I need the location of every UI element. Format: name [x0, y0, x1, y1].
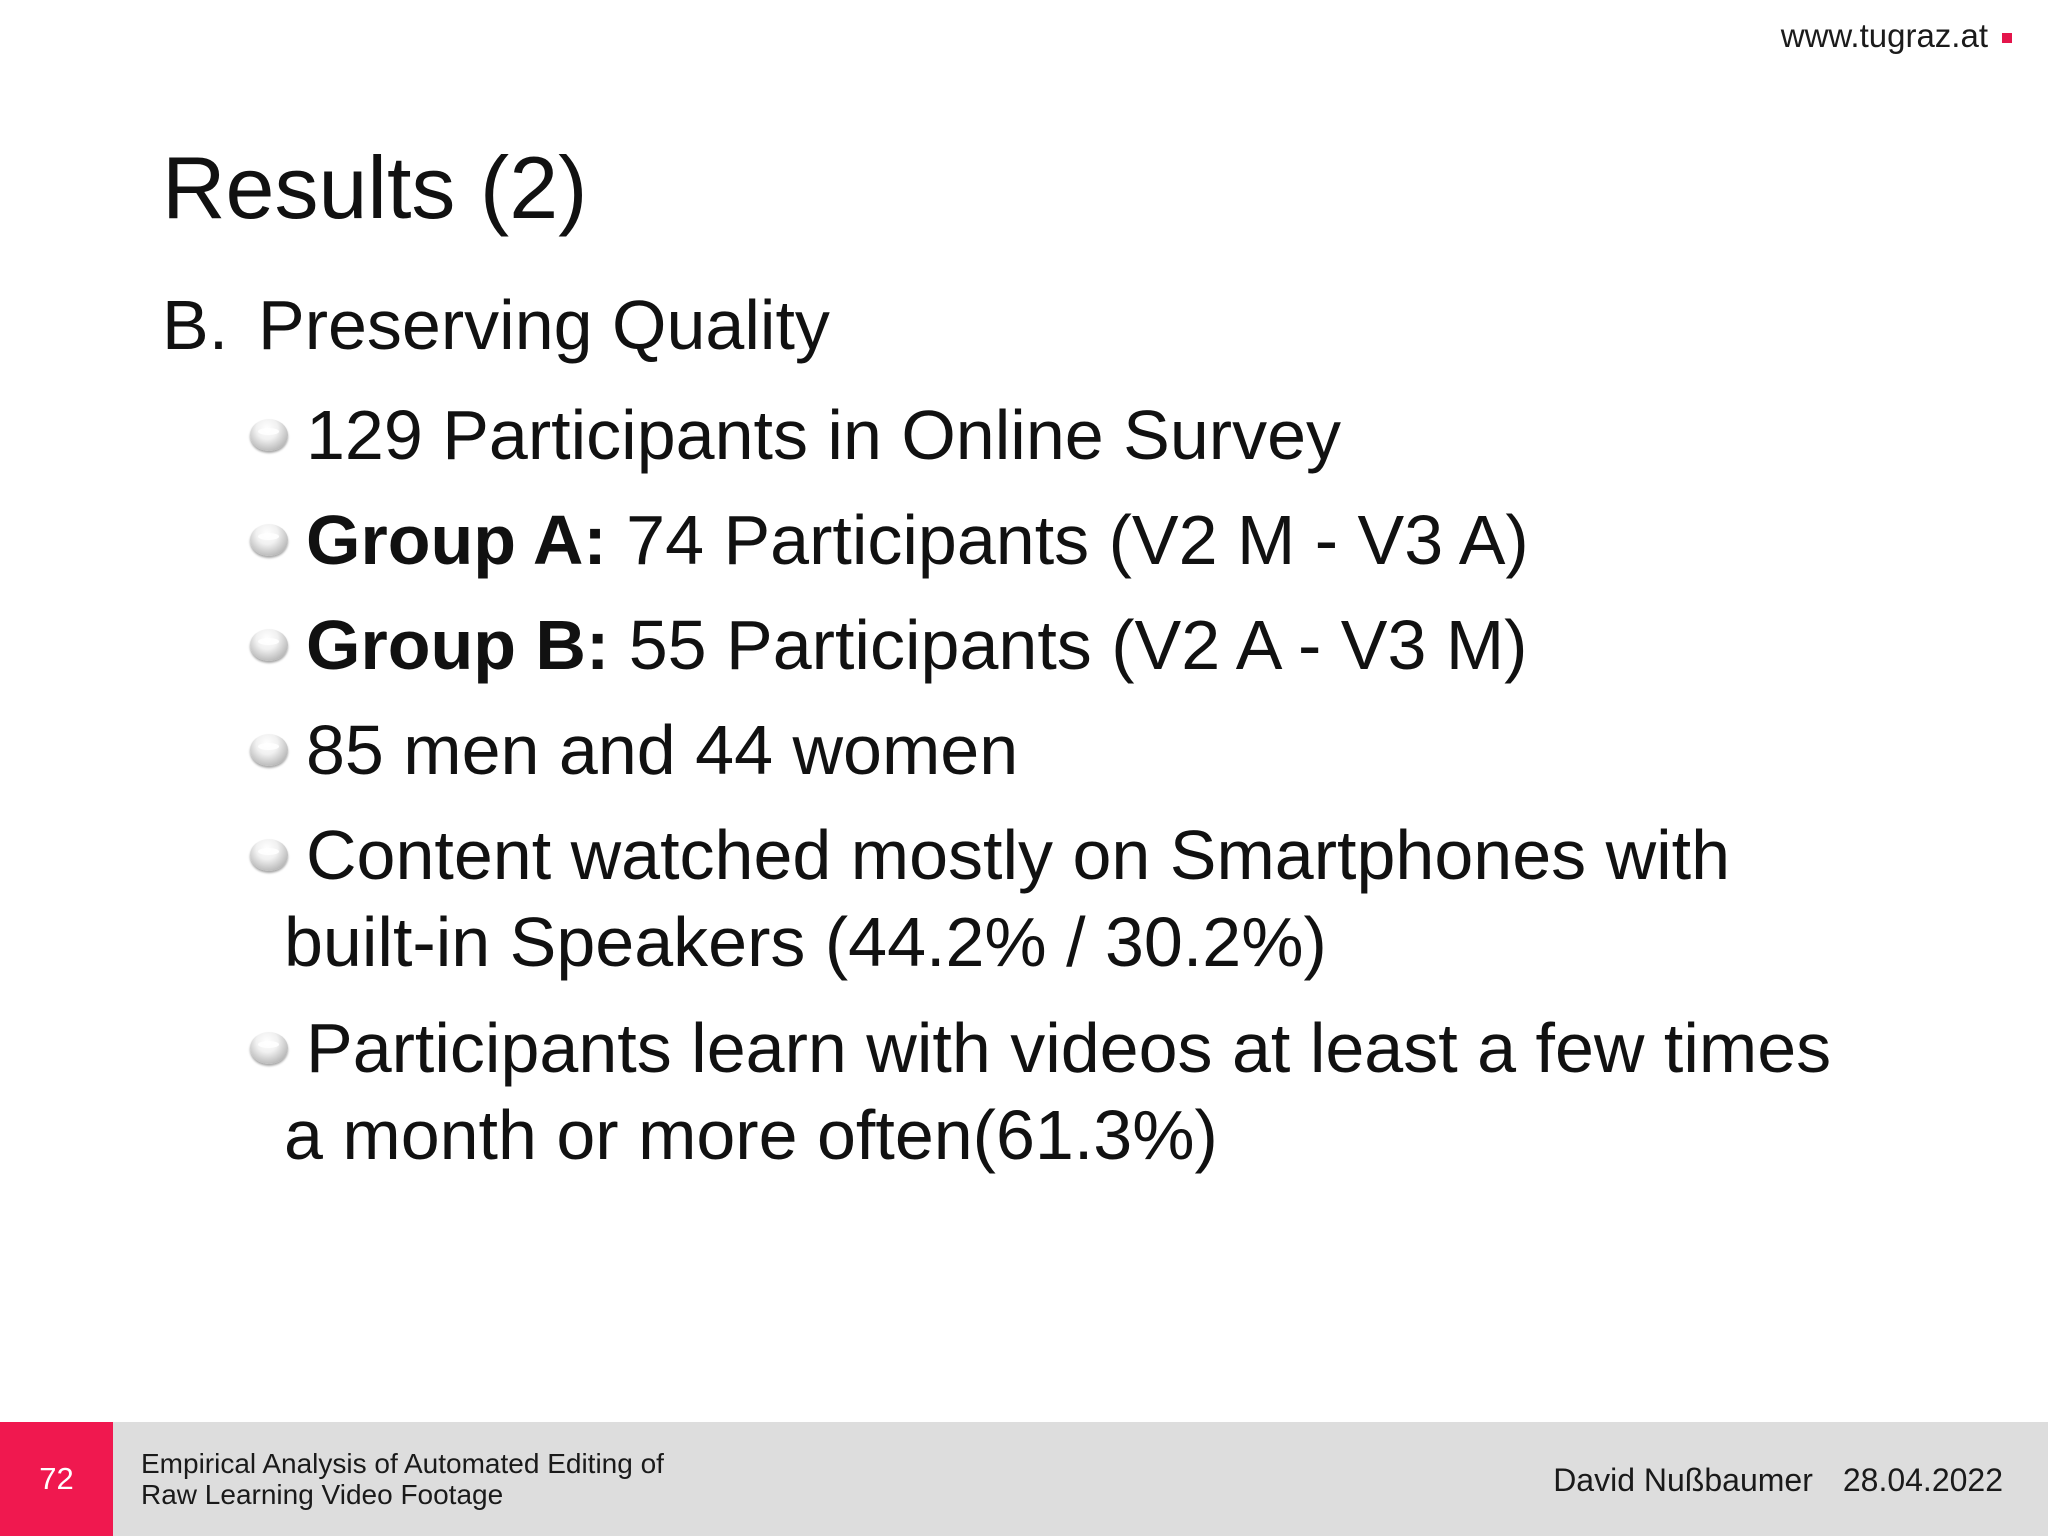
brand-square-icon	[2002, 33, 2012, 43]
page-number: 72	[0, 1422, 113, 1536]
presentation-date: 28.04.2022	[1842, 1462, 2003, 1498]
results-list	[248, 392, 1988, 1198]
bullet-text: 129 Participants in Online Survey	[306, 396, 1341, 474]
bullet-icon	[250, 734, 288, 766]
brand-link	[1781, 16, 2012, 56]
list-item-devices	[248, 812, 1988, 986]
presentation-title: Empirical Analysis of Automated Editing of Raw Learning Video Footage	[141, 1448, 664, 1510]
bullet-line-2: built-in Speakers (44.2% / 30.2%)	[284, 903, 1327, 981]
group-a-label: Group A:	[306, 501, 607, 579]
author-name: David Nußbaumer	[1553, 1462, 1813, 1498]
bullet-icon	[250, 839, 288, 871]
bullet-text: 85 men and 44 women	[306, 711, 1019, 789]
group-b-text: 55 Participants (V2 A - V3 M)	[609, 606, 1528, 684]
bullet-line-1: Participants learn with videos at least a few times	[306, 1009, 1832, 1087]
slide-title: Results (2)	[162, 138, 588, 237]
bullet-line-2: a month or more often(61.3%)	[284, 1096, 1218, 1174]
section-letter: B.	[162, 286, 229, 364]
list-item-group-b	[248, 602, 1988, 688]
list-item-participants-total	[248, 392, 1988, 478]
bullet-icon	[250, 1032, 288, 1064]
group-a-text: 74 Participants (V2 M - V3 A)	[606, 501, 1529, 579]
tugraz-url: www.tugraz.at	[1780, 17, 1988, 54]
section-label: Preserving Quality	[258, 286, 830, 364]
group-b-label: Group B:	[306, 606, 610, 684]
bullet-line-1: Content watched mostly on Smartphones with	[306, 816, 1731, 894]
bullet-icon	[250, 524, 288, 556]
list-item-gender	[248, 707, 1988, 793]
footer-meta	[1553, 1461, 2003, 1499]
slide-footer	[0, 1422, 2048, 1536]
section-heading	[162, 285, 830, 365]
bullet-icon	[250, 629, 288, 661]
list-item-group-a	[248, 497, 1988, 583]
bullet-icon	[250, 419, 288, 451]
list-item-learning-frequency	[248, 1005, 1988, 1179]
